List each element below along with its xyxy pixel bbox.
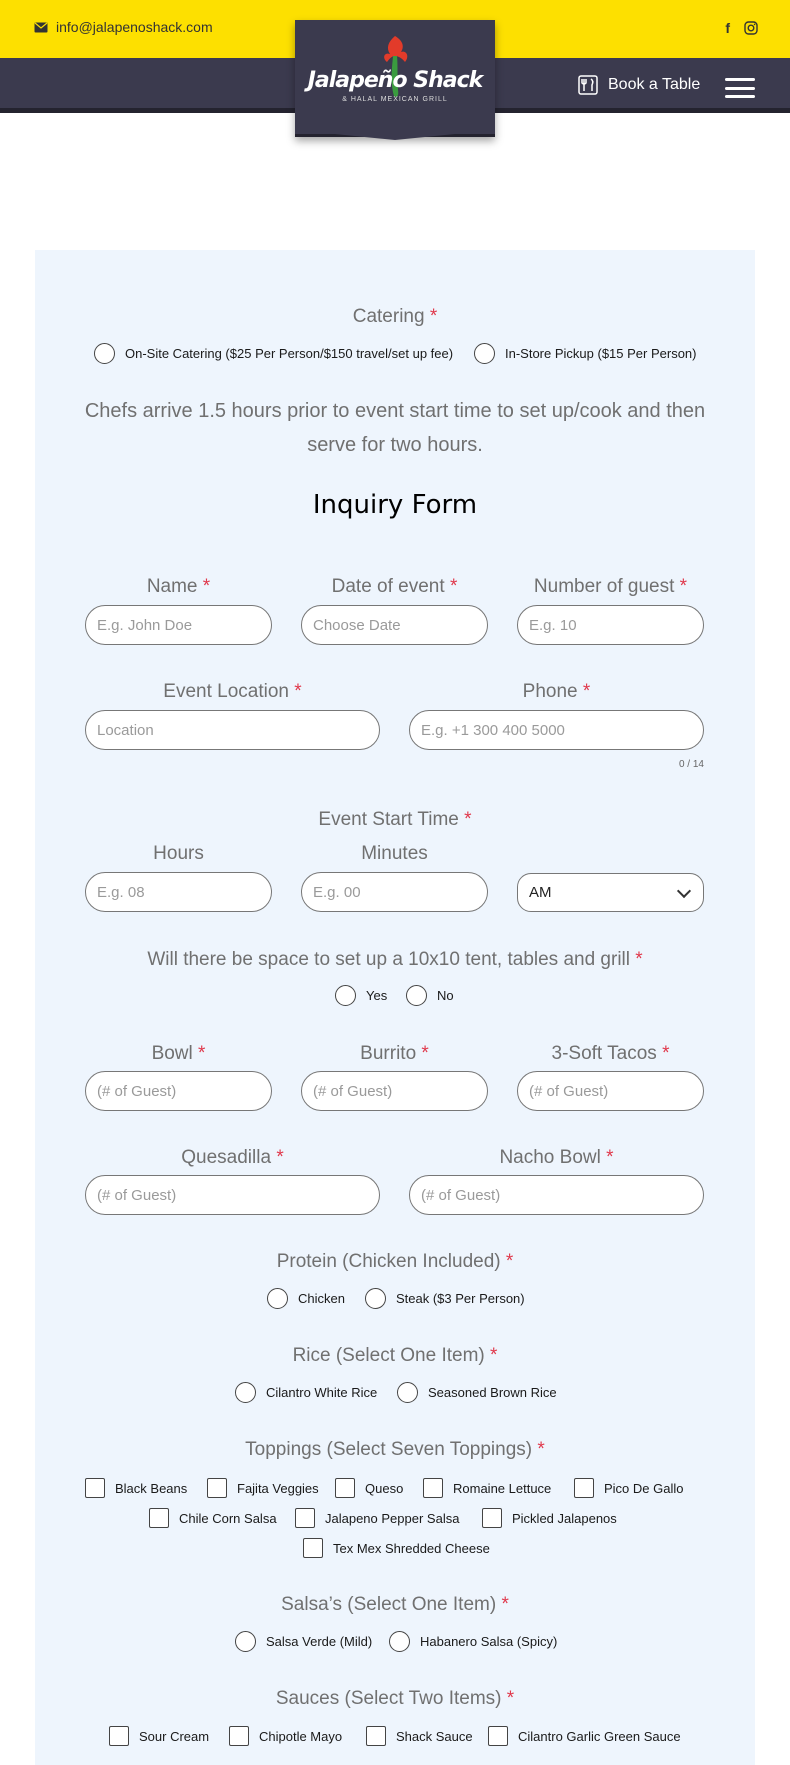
inquiry-form — [35, 250, 755, 1765]
checkbox[interactable] — [85, 1478, 105, 1498]
email-link[interactable] — [34, 19, 213, 35]
minutes-label: Minutes — [361, 843, 428, 864]
tacos-label: 3-Soft Tacos * — [551, 1043, 670, 1064]
radio-button[interactable] — [365, 1288, 386, 1309]
checkbox[interactable] — [295, 1508, 315, 1528]
name-label: Name * — [146, 576, 211, 597]
menu-hamburger-icon[interactable] — [725, 78, 755, 98]
check-pickled-jalapenos[interactable]: Pickled Jalapenos — [482, 1508, 617, 1528]
checkbox[interactable] — [303, 1538, 323, 1558]
check-chipotle-mayo[interactable]: Chipotle Mayo — [229, 1726, 342, 1746]
toppings-label: Toppings (Select Seven Toppings) * — [245, 1439, 545, 1460]
salsa-label: Salsa’s (Select One Item) * — [281, 1594, 509, 1615]
envelope-icon — [34, 22, 48, 33]
radio-tent-no[interactable]: No — [406, 985, 454, 1006]
checkbox[interactable] — [335, 1478, 355, 1498]
guests-label: Number of guest * — [533, 576, 688, 597]
chevron-down-icon — [677, 884, 691, 898]
radio-button[interactable] — [94, 343, 115, 364]
sauces-label: Sauces (Select Two Items) * — [275, 1688, 515, 1709]
radio-button[interactable] — [397, 1382, 418, 1403]
chef-info-text: Chefs arrive 1.5 hours prior to event start time to set up/cook and then serve for two hours. — [84, 400, 706, 456]
date-label: Date of event * — [331, 576, 458, 597]
radio-brown-rice[interactable]: Seasoned Brown Rice — [397, 1382, 557, 1403]
checkbox[interactable] — [488, 1726, 508, 1746]
radio-button[interactable] — [267, 1288, 288, 1309]
checkbox[interactable] — [574, 1478, 594, 1498]
checkbox[interactable] — [149, 1508, 169, 1528]
book-table-label: Book a Table — [608, 76, 701, 93]
check-fajita-veggies[interactable]: Fajita Veggies — [207, 1478, 319, 1498]
checkbox[interactable] — [207, 1478, 227, 1498]
logo-subtitle: & HALAL MEXICAN GRILL — [342, 96, 448, 103]
radio-chicken[interactable]: Chicken — [267, 1288, 345, 1309]
hours-input[interactable]: E.g. 08 — [85, 872, 272, 912]
logo[interactable] — [295, 20, 495, 137]
name-input[interactable]: E.g. John Doe — [85, 605, 272, 645]
social-links — [725, 20, 758, 36]
catering-label: Catering * — [352, 306, 438, 327]
nacho-input[interactable]: (# of Guest) — [409, 1175, 704, 1215]
quesadilla-label: Quesadilla * — [181, 1147, 284, 1168]
radio-white-rice[interactable]: Cilantro White Rice — [235, 1382, 377, 1403]
facebook-icon[interactable]: f — [725, 20, 730, 36]
check-jalapeno-pepper-salsa[interactable]: Jalapeno Pepper Salsa — [295, 1508, 459, 1528]
radio-button[interactable] — [235, 1631, 256, 1652]
start-time-label: Event Start Time * — [318, 809, 472, 830]
burrito-input[interactable]: (# of Guest) — [301, 1071, 488, 1111]
book-table-button[interactable] — [578, 75, 700, 95]
radio-instore-pickup[interactable]: In-Store Pickup ($15 Per Person) — [474, 343, 696, 364]
radio-button[interactable] — [406, 985, 427, 1006]
bowl-label: Bowl * — [151, 1043, 206, 1064]
email-text: info@jalapenoshack.com — [56, 19, 213, 35]
burrito-label: Burrito * — [360, 1043, 429, 1064]
check-queso[interactable]: Queso — [335, 1478, 403, 1498]
bowl-input[interactable]: (# of Guest) — [85, 1071, 272, 1111]
radio-button[interactable] — [335, 985, 356, 1006]
check-tex-mex-cheese[interactable]: Tex Mex Shredded Cheese — [303, 1538, 490, 1558]
radio-tent-yes[interactable]: Yes — [335, 985, 387, 1006]
check-cilantro-garlic-sauce[interactable]: Cilantro Garlic Green Sauce — [488, 1726, 681, 1746]
phone-char-counter: 0 / 14 — [678, 759, 704, 770]
nacho-label: Nacho Bowl * — [499, 1147, 614, 1168]
radio-salsa-verde[interactable]: Salsa Verde (Mild) — [235, 1631, 372, 1652]
utensils-icon — [578, 75, 598, 95]
form-title: Inquiry Form — [312, 490, 478, 520]
check-black-beans[interactable]: Black Beans — [85, 1478, 187, 1498]
protein-label: Protein (Chicken Included) * — [276, 1251, 514, 1272]
logo-notch — [295, 130, 495, 140]
radio-steak[interactable]: Steak ($3 Per Person) — [365, 1288, 525, 1309]
ampm-value: AM — [529, 884, 552, 901]
checkbox[interactable] — [366, 1726, 386, 1746]
checkbox[interactable] — [229, 1726, 249, 1746]
check-romaine-lettuce[interactable]: Romaine Lettuce — [423, 1478, 551, 1498]
logo-title: Jalapeño Shack — [307, 68, 483, 93]
check-shack-sauce[interactable]: Shack Sauce — [366, 1726, 473, 1746]
date-input[interactable]: Choose Date — [301, 605, 488, 645]
guests-input[interactable]: E.g. 10 — [517, 605, 704, 645]
check-chile-corn-salsa[interactable]: Chile Corn Salsa — [149, 1508, 277, 1528]
instagram-icon[interactable] — [744, 21, 758, 35]
radio-button[interactable] — [235, 1382, 256, 1403]
phone-input[interactable]: E.g. +1 300 400 5000 — [409, 710, 704, 750]
phone-label: Phone * — [522, 681, 591, 702]
radio-onsite-catering[interactable]: On-Site Catering ($25 Per Person/$150 travel/set up fee) — [94, 343, 453, 364]
checkbox[interactable] — [482, 1508, 502, 1528]
location-label: Event Location * — [163, 681, 302, 702]
radio-habanero-salsa[interactable]: Habanero Salsa (Spicy) — [389, 1631, 557, 1652]
check-pico-de-gallo[interactable]: Pico De Gallo — [574, 1478, 683, 1498]
check-sour-cream[interactable]: Sour Cream — [109, 1726, 209, 1746]
quesadilla-input[interactable]: (# of Guest) — [85, 1175, 380, 1215]
rice-label: Rice (Select One Item) * — [292, 1345, 498, 1366]
checkbox[interactable] — [423, 1478, 443, 1498]
checkbox[interactable] — [109, 1726, 129, 1746]
ampm-select[interactable] — [517, 873, 704, 912]
location-input[interactable]: Location — [85, 710, 380, 750]
tent-label: Will there be space to set up a 10x10 tent, tables and grill * — [147, 949, 643, 970]
tacos-input[interactable]: (# of Guest) — [517, 1071, 704, 1111]
minutes-input[interactable]: E.g. 00 — [301, 872, 488, 912]
radio-button[interactable] — [474, 343, 495, 364]
hours-label: Hours — [153, 843, 204, 864]
radio-button[interactable] — [389, 1631, 410, 1652]
